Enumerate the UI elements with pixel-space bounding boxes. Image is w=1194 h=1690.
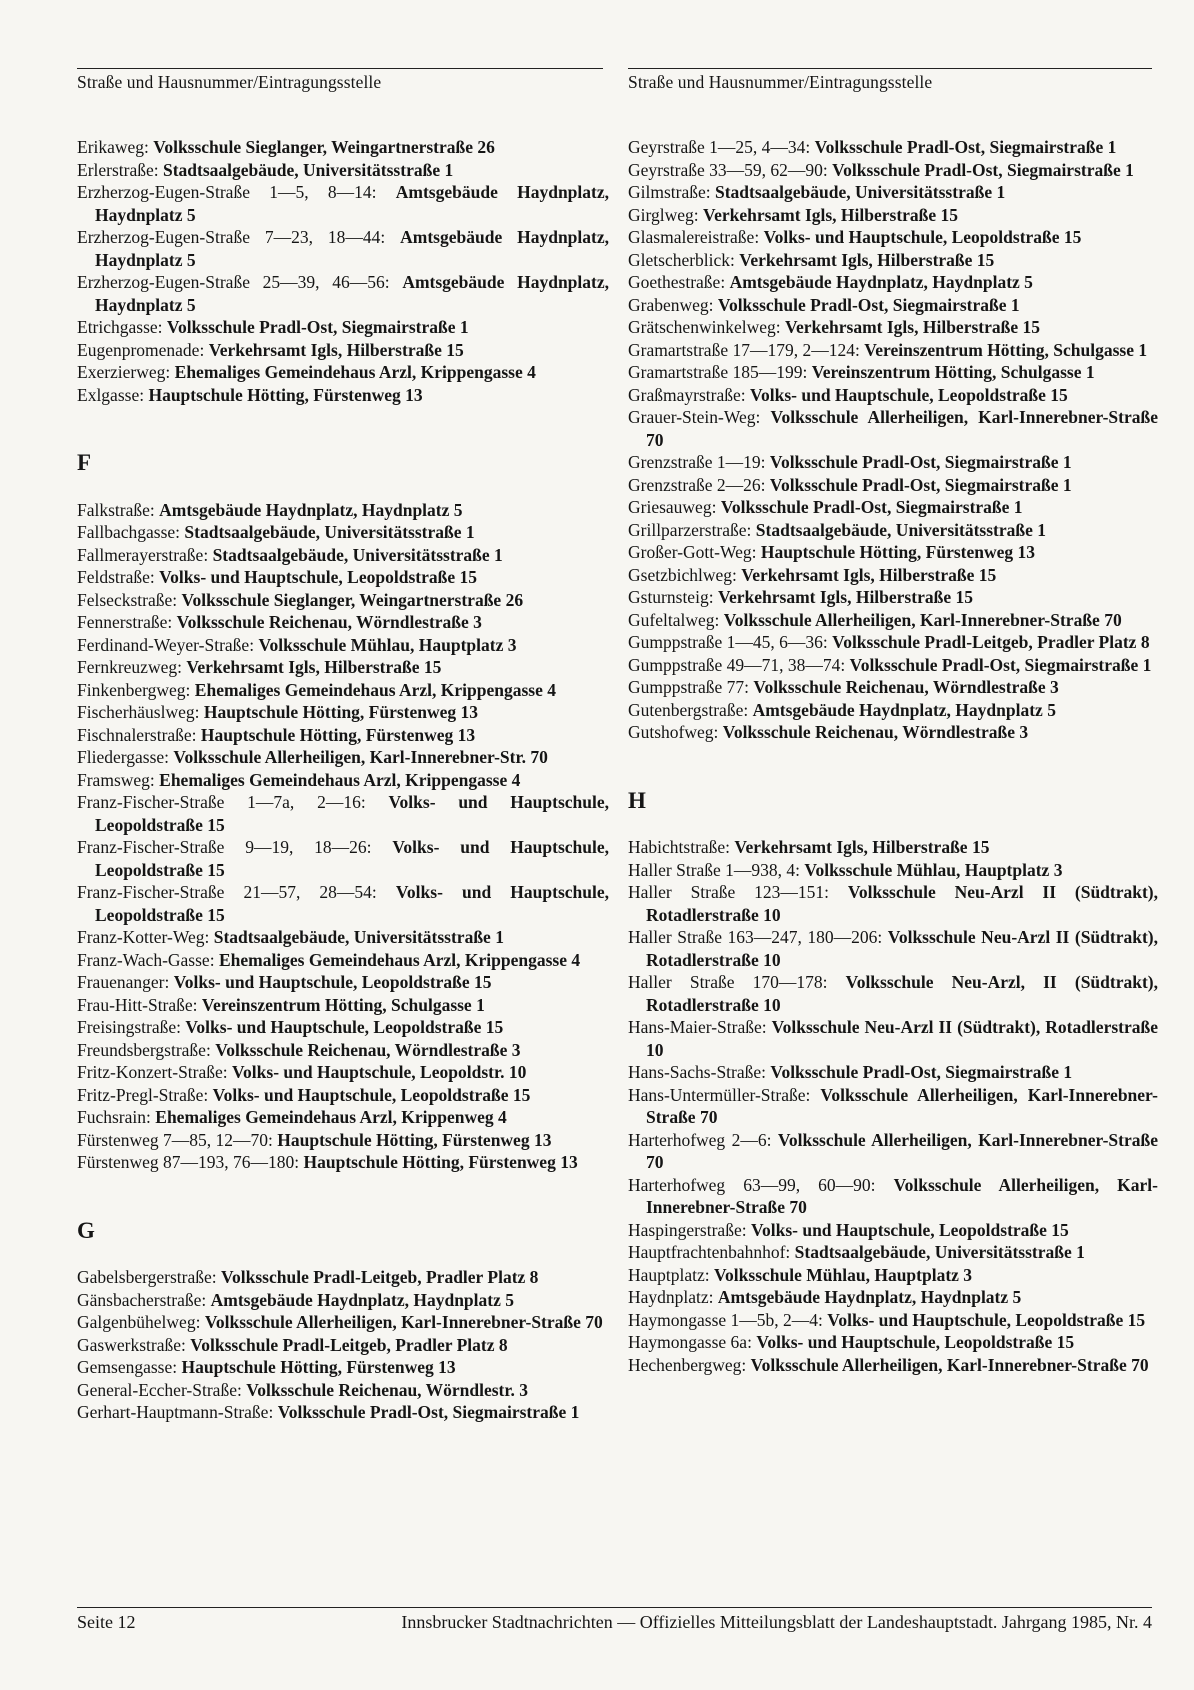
street-name: Harterhofweg 2—6: — [628, 1129, 772, 1150]
polling-location: Volks- und Hauptschule, Leopoldstraße 15 — [95, 837, 609, 880]
polling-location: Volksschule Pradl-Ost, Siegmairstraße 1 — [166, 317, 469, 337]
street-name: Franz-Fischer-Straße 21—57, 28—54: — [77, 882, 377, 902]
street-name: Fallmerayerstraße: — [77, 544, 209, 565]
polling-location: Volksschule Pradl-Leitgeb, Pradler Platz 8 — [190, 1334, 508, 1355]
street-name: Gsturnsteig: — [628, 587, 714, 607]
directory-entry — [77, 521, 609, 544]
polling-location: Volksschule Allerheiligen, Karl-Innerebner-Straße 70 — [646, 1174, 1158, 1217]
section-letter: G — [77, 1217, 95, 1243]
street-name: Hans-Untermüller-Straße: — [628, 1084, 811, 1105]
directory-entry — [628, 159, 1158, 182]
directory-entry — [628, 1016, 1158, 1061]
directory-entry — [628, 881, 1158, 926]
street-name: Gumppstraße 1—45, 6—36: — [628, 632, 828, 652]
directory-entry — [77, 971, 609, 994]
polling-location: Volksschule Neu-Arzl II (Südtrakt), Rotadlerstraße 10 — [646, 882, 1159, 925]
polling-location: Volksschule Reichenau, Wörndlestraße 3 — [722, 722, 1029, 742]
directory-entry — [628, 294, 1158, 317]
directory-entry — [77, 271, 609, 316]
directory-entry — [628, 1174, 1158, 1219]
street-name: Fürstenweg 7—85, 12—70: — [77, 1129, 273, 1150]
directory-entry — [628, 519, 1158, 542]
directory-entry — [77, 159, 609, 182]
directory-entry — [628, 406, 1158, 451]
directory-entry — [628, 384, 1158, 407]
directory-entry — [628, 1354, 1158, 1377]
street-name: Franz-Wach-Gasse: — [77, 949, 215, 970]
street-name: Goethestraße: — [628, 272, 726, 292]
street-name: Griesauweg: — [628, 497, 717, 517]
street-name: Gufeltalweg: — [628, 609, 720, 630]
street-name: Ferdinand-Weyer-Straße: — [77, 634, 255, 655]
street-name: Grenzstraße 2—26: — [628, 474, 766, 495]
polling-location: Verkehrsamt Igls, Hilberstraße 15 — [784, 317, 1040, 337]
street-name: Fernkreuzweg: — [77, 657, 182, 677]
directory-entry — [77, 566, 609, 589]
directory-entry — [628, 971, 1158, 1016]
polling-location: Stadtsaalgebäude, Universitätsstraße 1 — [794, 1242, 1085, 1262]
polling-location: Volksschule Sieglanger, Weingartnerstraße 26 — [153, 137, 495, 157]
street-name: Gutshofweg: — [628, 722, 719, 742]
publication-title: Innsbrucker Stadtnachrichten — Offizielles Mitteilungsblatt der Landeshauptstadt. Jahrgang 1985, Nr. 4 — [401, 1612, 1152, 1632]
polling-location: Verkehrsamt Igls, Hilberstraße 15 — [703, 204, 959, 225]
polling-location: Volksschule Pradl-Ost, Siegmairstraße 1 — [720, 497, 1023, 517]
street-name: Gramartstraße 17—179, 2—124: — [628, 339, 860, 360]
directory-entry — [628, 1129, 1158, 1174]
street-name: Erlerstraße: — [77, 159, 159, 180]
directory-entry — [628, 451, 1158, 474]
street-name: Gumppstraße 77: — [628, 677, 750, 697]
polling-location: Stadtsaalgebäude, Universitätsstraße 1 — [755, 519, 1046, 540]
polling-location: Volks- und Hauptschule, Leopoldstraße 15 — [173, 972, 492, 992]
street-name: Fürstenweg 87—193, 76—180: — [77, 1152, 300, 1172]
street-name: Freisingstraße: — [77, 1017, 182, 1037]
directory-entry — [628, 564, 1158, 587]
directory-entry — [77, 679, 609, 702]
section-letter: H — [628, 787, 646, 813]
polling-location: Volksschule Neu-Arzl, II (Südtrakt), Rotadlerstraße 10 — [646, 972, 1158, 1015]
directory-entry — [77, 384, 609, 407]
directory-entry — [628, 226, 1158, 249]
polling-location: Volks- und Hauptschule, Leopoldstr. 10 — [232, 1062, 527, 1082]
polling-location: Stadtsaalgebäude, Universitätsstraße 1 — [213, 927, 504, 947]
street-name: Fallbachgasse: — [77, 522, 181, 542]
polling-location: Volksschule Mühlau, Hauptplatz 3 — [714, 1264, 973, 1285]
polling-location: Stadtsaalgebäude, Universitätsstraße 1 — [212, 544, 503, 565]
street-name: Erzherzog-Eugen-Straße 7—23, 18—44: — [77, 227, 386, 247]
polling-location: Amtsgebäude Haydnplatz, Haydnplatz 5 — [95, 227, 609, 270]
street-name: Hans-Maier-Straße: — [628, 1017, 767, 1037]
polling-location: Vereinszentrum Hötting, Schulgasse 1 — [201, 994, 485, 1015]
street-name: Graßmayrstraße: — [628, 384, 746, 405]
polling-location: Volks- und Hauptschule, Leopoldstraße 15 — [763, 227, 1082, 247]
street-name: Exlgasse: — [77, 384, 145, 405]
directory-entry — [628, 271, 1158, 294]
street-name: Fuchsrain: — [77, 1107, 151, 1127]
polling-location: Amtsgebäude Haydnplatz, Haydnplatz 5 — [729, 272, 1033, 292]
directory-entry — [628, 181, 1158, 204]
directory-entry — [77, 1334, 609, 1357]
polling-location: Volksschule Pradl-Ost, Siegmairstraße 1 — [277, 1402, 580, 1422]
polling-location: Stadtsaalgebäude, Universitätsstraße 1 — [715, 182, 1006, 202]
street-name: Haydnplatz: — [628, 1287, 714, 1307]
street-name: Erikaweg: — [77, 137, 149, 157]
polling-location: Ehemaliges Gemeindehaus Arzl, Krippengasse 4 — [194, 679, 556, 700]
polling-location: Hauptschule Hötting, Fürstenweg 13 — [181, 1357, 456, 1377]
street-name: Haller Straße 123—151: — [628, 882, 829, 902]
directory-entry — [77, 724, 609, 747]
street-name: Hechenbergweg: — [628, 1354, 747, 1375]
directory-entry — [77, 926, 609, 949]
directory-entry — [628, 249, 1158, 272]
street-name: Haller Straße 170—178: — [628, 972, 828, 992]
directory-entry — [77, 316, 609, 339]
street-name: Gerhart-Hauptmann-Straße: — [77, 1402, 274, 1422]
street-name: Grätschenwinkelweg: — [628, 317, 781, 337]
directory-entry — [628, 609, 1158, 632]
column-header-right: Straße und Hausnummer/Eintragungsstelle — [628, 68, 1152, 93]
polling-location: Volks- und Hauptschule, Leopoldstraße 15 — [749, 384, 1068, 405]
street-name: Etrichgasse: — [77, 317, 163, 337]
polling-location: Amtsgebäude Haydnplatz, Haydnplatz 5 — [717, 1287, 1022, 1307]
directory-entry — [77, 836, 609, 881]
street-name: Hauptfrachtenbahnhof: — [628, 1242, 791, 1262]
directory-entry — [628, 1061, 1158, 1084]
polling-location: Verkehrsamt Igls, Hilberstraße 15 — [741, 564, 997, 585]
directory-entry — [628, 541, 1158, 564]
street-name: Geyrstraße 33—59, 62—90: — [628, 159, 828, 180]
polling-location: Volksschule Allerheiligen, Karl-Innerebner-Straße 70 — [646, 1084, 1158, 1127]
polling-location: Volksschule Sieglanger, Weingartnerstraße 26 — [181, 589, 524, 610]
street-name: Harterhofweg 63—99, 60—90: — [628, 1174, 876, 1195]
directory-entry — [77, 1379, 609, 1402]
directory-entry — [628, 1309, 1158, 1332]
polling-location: Volksschule Pradl-Ost, Siegmairstraße 1 — [717, 294, 1020, 315]
polling-location: Volksschule Reichenau, Wörndlestr. 3 — [246, 1379, 529, 1400]
polling-location: Volks- und Hauptschule, Leopoldstraße 15 — [95, 792, 610, 835]
polling-location: Volks- und Hauptschule, Leopoldstraße 15 — [750, 1219, 1069, 1240]
directory-entry — [628, 316, 1158, 339]
page-number: Seite 12 — [77, 1612, 136, 1632]
street-name: Falkstraße: — [77, 499, 155, 520]
street-name: Erzherzog-Eugen-Straße 1—5, 8—14: — [77, 182, 377, 202]
directory-entry — [77, 1061, 609, 1084]
street-name: Galgenbühelweg: — [77, 1312, 201, 1332]
polling-location: Volksschule Allerheiligen, Karl-Innerebner-Straße 70 — [204, 1312, 603, 1332]
street-name: Fischnalerstraße: — [77, 724, 197, 745]
directory-entry — [77, 994, 609, 1017]
polling-location: Ehemaliges Gemeindehaus Arzl, Krippenweg 4 — [155, 1107, 507, 1127]
directory-entry — [77, 136, 609, 159]
polling-location: Volksschule Reichenau, Wörndlestraße 3 — [215, 1039, 521, 1060]
directory-entry — [77, 1151, 609, 1174]
polling-location: Volksschule Mühlau, Hauptplatz 3 — [804, 859, 1063, 880]
directory-entry — [628, 136, 1158, 159]
directory-entry — [628, 1241, 1158, 1264]
street-name: Haymongasse 6a: — [628, 1332, 752, 1352]
directory-entry — [77, 634, 609, 657]
right-column — [628, 136, 1158, 1376]
directory-entry — [628, 631, 1158, 654]
street-name: Finkenbergweg: — [77, 679, 191, 700]
polling-location: Vereinszentrum Hötting, Schulgasse 1 — [864, 339, 1148, 360]
street-name: Haller Straße 1—938, 4: — [628, 859, 801, 880]
street-name: Felseckstraße: — [77, 589, 178, 610]
street-name: Gutenbergstraße: — [628, 699, 749, 720]
street-name: Erzherzog-Eugen-Straße 25—39, 46—56: — [77, 272, 390, 292]
polling-location: Volks- und Hauptschule, Leopoldstraße 15 — [95, 882, 609, 925]
directory-entry — [77, 1129, 609, 1152]
street-name: Geyrstraße 1—25, 4—34: — [628, 137, 811, 157]
street-name: Haller Straße 163—247, 180—206: — [628, 927, 883, 947]
polling-location: Amtsgebäude Haydnplatz, Haydnplatz 5 — [210, 1289, 514, 1310]
directory-entry — [628, 1084, 1158, 1129]
left-column — [77, 136, 609, 1424]
polling-location: Volksschule Allerheiligen, Karl-Innerebner-Straße 70 — [646, 407, 1159, 450]
street-name: Gsetzbichlweg: — [628, 564, 737, 585]
directory-entry — [628, 676, 1158, 699]
street-name: Gänsbacherstraße: — [77, 1289, 207, 1310]
directory-entry — [77, 701, 609, 724]
polling-location: Volksschule Neu-Arzl II (Südtrakt), Rotadlerstraße 10 — [646, 927, 1158, 970]
directory-entry — [628, 204, 1158, 227]
polling-location: Ehemaliges Gemeindehaus Arzl, Krippengasse 4 — [218, 949, 581, 970]
directory-entry — [77, 589, 609, 612]
directory-entry — [77, 1311, 609, 1334]
directory-entry — [628, 1264, 1158, 1287]
polling-location: Volksschule Pradl-Ost, Siegmairstraße 1 — [849, 654, 1152, 675]
polling-location: Volksschule Mühlau, Hauptplatz 3 — [258, 634, 517, 655]
street-name: Habichtstraße: — [628, 837, 731, 857]
polling-location: Stadtsaalgebäude, Universitätsstraße 1 — [184, 522, 475, 542]
street-name: Hans-Sachs-Straße: — [628, 1062, 767, 1082]
polling-location: Verkehrsamt Igls, Hilberstraße 15 — [186, 657, 442, 677]
street-name: Fritz-Konzert-Straße: — [77, 1062, 228, 1082]
directory-entry — [77, 1289, 609, 1312]
directory-entry — [628, 836, 1158, 859]
polling-location: Ehemaliges Gemeindehaus Arzl, Krippengasse 4 — [159, 769, 521, 790]
polling-location: Volksschule Reichenau, Wörndlestraße 3 — [753, 677, 1059, 697]
street-name: Hauptplatz: — [628, 1264, 710, 1285]
street-name: Girglweg: — [628, 204, 699, 225]
directory-entry — [77, 181, 609, 226]
polling-location: Verkehrsamt Igls, Hilberstraße 15 — [208, 339, 464, 360]
polling-location: Verkehrsamt Igls, Hilberstraße 15 — [739, 249, 995, 270]
street-name: Fennerstraße: — [77, 612, 173, 632]
street-name: Gletscherblick: — [628, 249, 735, 270]
polling-location: Volksschule Pradl-Ost, Siegmairstraße 1 — [832, 159, 1134, 180]
polling-location: Volksschule Allerheiligen, Karl-Innerebner-Str. 70 — [173, 747, 548, 767]
street-name: Glasmalereistraße: — [628, 227, 760, 247]
directory-entry — [77, 1401, 609, 1424]
street-name: Gabelsbergerstraße: — [77, 1267, 217, 1287]
polling-location: Verkehrsamt Igls, Hilberstraße 15 — [734, 837, 990, 857]
directory-entry — [77, 746, 609, 769]
polling-location: Vereinszentrum Hötting, Schulgasse 1 — [811, 362, 1095, 382]
directory-entry — [77, 339, 609, 362]
directory-entry — [628, 1219, 1158, 1242]
directory-entry — [77, 544, 609, 567]
street-name: Gilmstraße: — [628, 182, 711, 202]
street-name: Grabenweg: — [628, 294, 714, 315]
directory-entry — [628, 1331, 1158, 1354]
directory-entry — [77, 499, 609, 522]
directory-entry — [77, 1266, 609, 1289]
street-name: Eugenpromenade: — [77, 339, 205, 360]
polling-location: Volksschule Reichenau, Wörndlestraße 3 — [176, 612, 482, 632]
street-name: Frau-Hitt-Straße: — [77, 994, 198, 1015]
column-header-left: Straße und Hausnummer/Eintragungsstelle — [77, 68, 603, 93]
directory-entry — [77, 226, 609, 271]
polling-location: Stadtsaalgebäude, Universitätsstraße 1 — [163, 159, 454, 180]
directory-entry — [628, 339, 1158, 362]
directory-entry — [628, 699, 1158, 722]
street-name: Frauenanger: — [77, 972, 170, 992]
polling-location: Volks- und Hauptschule, Leopoldstraße 15 — [212, 1084, 531, 1105]
section-letter: F — [77, 450, 92, 475]
street-name: Grenzstraße 1—19: — [628, 452, 766, 472]
directory-entry — [628, 361, 1158, 384]
directory-entry — [77, 1356, 609, 1379]
street-name: General-Eccher-Straße: — [77, 1379, 242, 1400]
directory-entry — [77, 1106, 609, 1129]
directory-entry — [77, 1016, 609, 1039]
directory-entry — [628, 496, 1158, 519]
directory-entry — [77, 949, 609, 972]
directory-entry — [77, 769, 609, 792]
directory-entry — [628, 859, 1158, 882]
polling-location: Volks- und Hauptschule, Leopoldstraße 15 — [185, 1017, 504, 1037]
street-name: Gumppstraße 49—71, 38—74: — [628, 654, 846, 675]
directory-entry — [628, 1286, 1158, 1309]
polling-location: Volks- und Hauptschule, Leopoldstraße 15 — [827, 1309, 1146, 1330]
polling-location: Volksschule Pradl-Ost, Siegmairstraße 1 — [770, 1062, 1073, 1082]
polling-location: Volksschule Allerheiligen, Karl-Innerebner-Straße 70 — [750, 1354, 1149, 1375]
polling-location: Hauptschule Hötting, Fürstenweg 13 — [148, 384, 423, 405]
polling-location: Amtsgebäude Haydnplatz, Haydnplatz 5 — [159, 499, 463, 520]
street-name: Großer-Gott-Weg: — [628, 542, 757, 562]
street-name: Gemsengasse: — [77, 1357, 178, 1377]
polling-location: Volksschule Allerheiligen, Karl-Innerebner-Straße 70 — [646, 1129, 1158, 1172]
street-name: Feldstraße: — [77, 567, 155, 587]
polling-location: Amtsgebäude Haydnplatz, Haydnplatz 5 — [95, 272, 609, 315]
street-name: Gaswerkstraße: — [77, 1334, 186, 1355]
polling-location: Hauptschule Hötting, Fürstenweg 13 — [277, 1129, 552, 1150]
street-name: Grillparzerstraße: — [628, 519, 752, 540]
street-name: Franz-Kotter-Weg: — [77, 927, 210, 947]
polling-location: Hauptschule Hötting, Fürstenweg 13 — [760, 542, 1036, 562]
directory-entry — [628, 926, 1158, 971]
street-name: Franz-Fischer-Straße 9—19, 18—26: — [77, 837, 372, 857]
directory-entry — [628, 654, 1158, 677]
directory-entry — [628, 474, 1158, 497]
street-name: Haymongasse 1—5b, 2—4: — [628, 1309, 823, 1330]
directory-entry — [77, 361, 609, 384]
polling-location: Ehemaliges Gemeindehaus Arzl, Krippengasse 4 — [174, 362, 536, 382]
polling-location: Amtsgebäude Haydnplatz, Haydnplatz 5 — [95, 182, 609, 225]
street-name: Grauer-Stein-Weg: — [628, 407, 761, 427]
street-name: Framsweg: — [77, 769, 155, 790]
polling-location: Volksschule Pradl-Leitgeb, Pradler Platz 8 — [832, 632, 1150, 652]
street-name: Franz-Fischer-Straße 1—7a, 2—16: — [77, 792, 366, 812]
polling-location: Volksschule Neu-Arzl II (Südtrakt), Rotadlerstraße 10 — [646, 1017, 1158, 1060]
page-footer — [77, 1607, 1152, 1633]
polling-location: Amtsgebäude Haydnplatz, Haydnplatz 5 — [752, 699, 1056, 720]
polling-location: Volksschule Pradl-Leitgeb, Pradler Platz 8 — [221, 1267, 539, 1287]
street-name: Gramartstraße 185—199: — [628, 362, 808, 382]
polling-location: Hauptschule Hötting, Fürstenweg 13 — [303, 1152, 578, 1172]
polling-location: Volksschule Pradl-Ost, Siegmairstraße 1 — [769, 452, 1072, 472]
directory-entry — [628, 586, 1158, 609]
directory-entry — [77, 1084, 609, 1107]
street-name: Fischerhäuslweg: — [77, 702, 200, 722]
directory-entry — [628, 721, 1158, 744]
polling-location: Hauptschule Hötting, Fürstenweg 13 — [203, 702, 479, 722]
polling-location: Volksschule Pradl-Ost, Siegmairstraße 1 — [814, 137, 1117, 157]
street-name: Exerzierweg: — [77, 362, 171, 382]
polling-location: Volks- und Hauptschule, Leopoldstraße 15 — [756, 1332, 1075, 1352]
directory-entry — [77, 791, 609, 836]
directory-entry — [77, 881, 609, 926]
directory-entry — [77, 1039, 609, 1062]
street-name: Freundsbergstraße: — [77, 1039, 211, 1060]
polling-location: Volksschule Pradl-Ost, Siegmairstraße 1 — [769, 474, 1072, 495]
street-name: Fliedergasse: — [77, 747, 170, 767]
directory-entry — [77, 611, 609, 634]
directory-entry — [77, 656, 609, 679]
polling-location: Verkehrsamt Igls, Hilberstraße 15 — [717, 587, 973, 607]
street-name: Fritz-Pregl-Straße: — [77, 1084, 209, 1105]
street-name: Haspingerstraße: — [628, 1219, 747, 1240]
polling-location: Volksschule Allerheiligen, Karl-Innerebner-Straße 70 — [723, 609, 1122, 630]
polling-location: Hauptschule Hötting, Fürstenweg 13 — [200, 724, 476, 745]
polling-location: Volks- und Hauptschule, Leopoldstraße 15 — [159, 567, 477, 587]
